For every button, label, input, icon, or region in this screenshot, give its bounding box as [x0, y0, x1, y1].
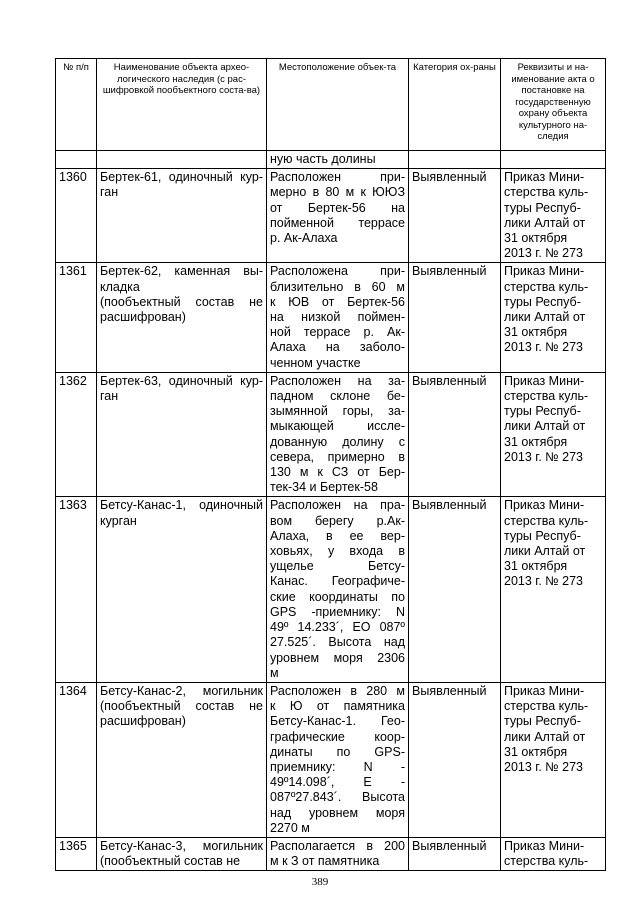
- table-header-row: [56, 59, 606, 151]
- act-line: туры Респуб-: [504, 528, 581, 543]
- location-line: к ЮВ от Бертек-56: [270, 294, 405, 309]
- location-line: Расположен на пра-: [270, 498, 405, 513]
- location-line: Канас. Географиче-: [270, 574, 405, 589]
- location-line: падном склоне бе-: [270, 389, 405, 404]
- location-line: уровнем моря 2306: [270, 650, 405, 665]
- table-row: [56, 169, 606, 263]
- category-cell: Выявленный: [409, 837, 501, 870]
- act-line: 31 октября: [504, 325, 568, 340]
- location-line: Алаха на заболо-: [270, 340, 405, 355]
- act-line: 2013 г. № 273: [504, 759, 583, 774]
- location-cell: [267, 263, 409, 372]
- location-cell: [267, 837, 409, 870]
- row-number-cell: 1364: [56, 682, 97, 837]
- location-line: вом берегу р.Ак-: [270, 513, 405, 528]
- location-cell: [267, 372, 409, 497]
- object-name-line: Бертек-62, каменная вы-: [100, 264, 263, 279]
- location-line: ущелье Бетсу-: [270, 559, 405, 574]
- location-line: над уровнем моря: [270, 805, 405, 820]
- act-details-cell: [501, 263, 606, 372]
- object-name-line: расшифрован): [100, 714, 186, 729]
- continuation-act-cell: [501, 151, 606, 169]
- act-line: 31 октября: [504, 559, 568, 574]
- location-line: от Бертек-56 на: [270, 200, 405, 215]
- location-line: GPS -приемнику: N: [270, 604, 405, 619]
- object-name-line: ган: [100, 185, 119, 200]
- table-row: [56, 837, 606, 870]
- act-line: 2013 г. № 273: [504, 449, 583, 464]
- act-line: лики Алтай от: [504, 419, 586, 434]
- act-line: стерства куль-: [504, 699, 589, 714]
- location-line: ченном участке: [270, 355, 361, 370]
- continuation-number-cell: [56, 151, 97, 169]
- category-cell: Выявленный: [409, 169, 501, 263]
- location-line: Бетсу-Канас-1. Гео-: [270, 714, 405, 729]
- header-object-name: Наименование объекта архео-логического наследия (с рас-шифровкой пообъектного соста-ва): [97, 59, 267, 151]
- act-line: стерства куль-: [504, 854, 589, 869]
- location-line: к Ю от памятника: [270, 699, 405, 714]
- object-name-line: расшифрован): [100, 310, 186, 325]
- location-line: дованную долину с: [270, 434, 405, 449]
- location-line: зымянной горы, за-: [270, 404, 405, 419]
- act-line: 2013 г. № 273: [504, 340, 583, 355]
- location-line: Расположен на за-: [270, 373, 405, 388]
- act-line: Приказ Мини-: [504, 373, 585, 388]
- location-line: 087º27.843´. Высота: [270, 790, 405, 805]
- continuation-location-cell: ную часть долины: [267, 151, 409, 169]
- act-line: Приказ Мини-: [504, 264, 585, 279]
- object-name-line: (пообъектный состав не: [100, 294, 263, 309]
- object-name-line: Бертек-61, одиночный кур-: [100, 170, 263, 185]
- object-name-cell: [97, 682, 267, 837]
- act-line: стерства куль-: [504, 185, 589, 200]
- continuation-category-cell: [409, 151, 501, 169]
- object-name-line: Бетсу-Канас-3, могильник: [100, 838, 263, 853]
- location-line: близительно в 60 м: [270, 279, 405, 294]
- act-details-cell: [501, 169, 606, 263]
- act-line: 2013 г. № 273: [504, 574, 583, 589]
- act-line: лики Алтай от: [504, 729, 586, 744]
- category-cell: Выявленный: [409, 263, 501, 372]
- location-line: ной террасе р. Ак-: [270, 325, 405, 340]
- act-line: Приказ Мини-: [504, 683, 585, 698]
- act-details-cell: [501, 372, 606, 497]
- location-line: 49º 14.233´, EO 087º: [270, 620, 405, 635]
- object-name-cell: [97, 372, 267, 497]
- location-line: ские координаты по: [270, 589, 405, 604]
- act-line: лики Алтай от: [504, 215, 586, 230]
- object-name-line: Бетсу-Канас-1, одиночный: [100, 498, 263, 513]
- continuation-row: [56, 151, 606, 169]
- page-number: 389: [311, 876, 329, 888]
- act-details-cell: [501, 837, 606, 870]
- category-cell: Выявленный: [409, 682, 501, 837]
- row-number-cell: 1360: [56, 169, 97, 263]
- act-line: туры Респуб-: [504, 714, 581, 729]
- location-line: 49º14.098´, E -: [270, 775, 405, 790]
- act-line: туры Респуб-: [504, 200, 581, 215]
- act-line: 31 октября: [504, 231, 568, 246]
- object-name-line: Бетсу-Канас-2, могильник: [100, 683, 263, 698]
- location-line: Алаха, в ее вер-: [270, 528, 405, 543]
- act-line: туры Респуб-: [504, 404, 581, 419]
- act-line: Приказ Мини-: [504, 170, 585, 185]
- row-number-cell: 1361: [56, 263, 97, 372]
- location-line: р. Ак-Алаха: [270, 231, 338, 246]
- location-cell: [267, 169, 409, 263]
- act-line: 2013 г. № 273: [504, 246, 583, 261]
- act-line: лики Алтай от: [504, 544, 586, 559]
- location-line: Расположен в 280 м: [270, 683, 405, 698]
- object-name-line: курган: [100, 513, 137, 528]
- location-line: 27.525´. Высота над: [270, 635, 405, 650]
- object-name-cell: [97, 169, 267, 263]
- location-line: мерно в 80 м к ЮЮЗ: [270, 185, 405, 200]
- object-name-line: (пообъектный состав не: [100, 699, 263, 714]
- act-line: 31 октября: [504, 744, 568, 759]
- header-act-details: Реквизиты и на-именование акта о постановке на государственную охрану объекта культурного на-следия: [501, 59, 606, 151]
- object-name-cell: [97, 263, 267, 372]
- category-cell: Выявленный: [409, 497, 501, 682]
- object-name-line: ган: [100, 389, 119, 404]
- location-line: севера, примерно в: [270, 449, 405, 464]
- act-line: 31 октября: [504, 434, 568, 449]
- act-details-cell: [501, 497, 606, 682]
- category-cell: Выявленный: [409, 372, 501, 497]
- act-line: Приказ Мини-: [504, 498, 585, 513]
- act-line: стерства куль-: [504, 389, 589, 404]
- act-line: Приказ Мини-: [504, 838, 585, 853]
- row-number-cell: 1365: [56, 837, 97, 870]
- location-line: 2270 м: [270, 820, 310, 835]
- header-category: Категория ох-раны: [409, 59, 501, 151]
- table-row: [56, 682, 606, 837]
- act-line: стерства куль-: [504, 513, 589, 528]
- location-line: ховьях, у входа в: [270, 544, 405, 559]
- object-name-cell: [97, 497, 267, 682]
- object-name-cell: [97, 837, 267, 870]
- location-line: м: [270, 665, 279, 680]
- table-row: [56, 497, 606, 682]
- location-line: мыкающей иссле-: [270, 419, 405, 434]
- row-number-cell: 1363: [56, 497, 97, 682]
- object-name-line: кладка: [100, 279, 140, 294]
- table-row: [56, 372, 606, 497]
- heritage-registry-table: [55, 58, 606, 871]
- row-number-cell: 1362: [56, 372, 97, 497]
- location-line: Расположена при-: [270, 264, 405, 279]
- continuation-name-cell: [97, 151, 267, 169]
- act-details-cell: [501, 682, 606, 837]
- location-line: Расположен при-: [270, 170, 405, 185]
- location-line: графические коор-: [270, 729, 405, 744]
- location-line: м к З от памятника: [270, 854, 380, 869]
- object-name-line: (пообъектный состав не: [100, 854, 241, 869]
- act-line: туры Респуб-: [504, 294, 581, 309]
- location-line: пойменной террасе: [270, 215, 405, 230]
- act-line: лики Алтай от: [504, 310, 586, 325]
- location-line: тек-34 и Бертек-58: [270, 480, 378, 495]
- table-row: [56, 263, 606, 372]
- header-location: Местоположение объек-та: [267, 59, 409, 151]
- location-line: на низкой поймен-: [270, 310, 405, 325]
- location-cell: [267, 497, 409, 682]
- header-number: № п/п: [56, 59, 97, 151]
- location-line: 130 м к СЗ от Бер-: [270, 465, 405, 480]
- location-line: динаты по GPS-: [270, 744, 405, 759]
- location-line: приемнику: N -: [270, 759, 405, 774]
- location-line: Располагается в 200: [270, 838, 405, 853]
- object-name-line: Бертек-63, одиночный кур-: [100, 373, 263, 388]
- location-cell: [267, 682, 409, 837]
- act-line: стерства куль-: [504, 279, 589, 294]
